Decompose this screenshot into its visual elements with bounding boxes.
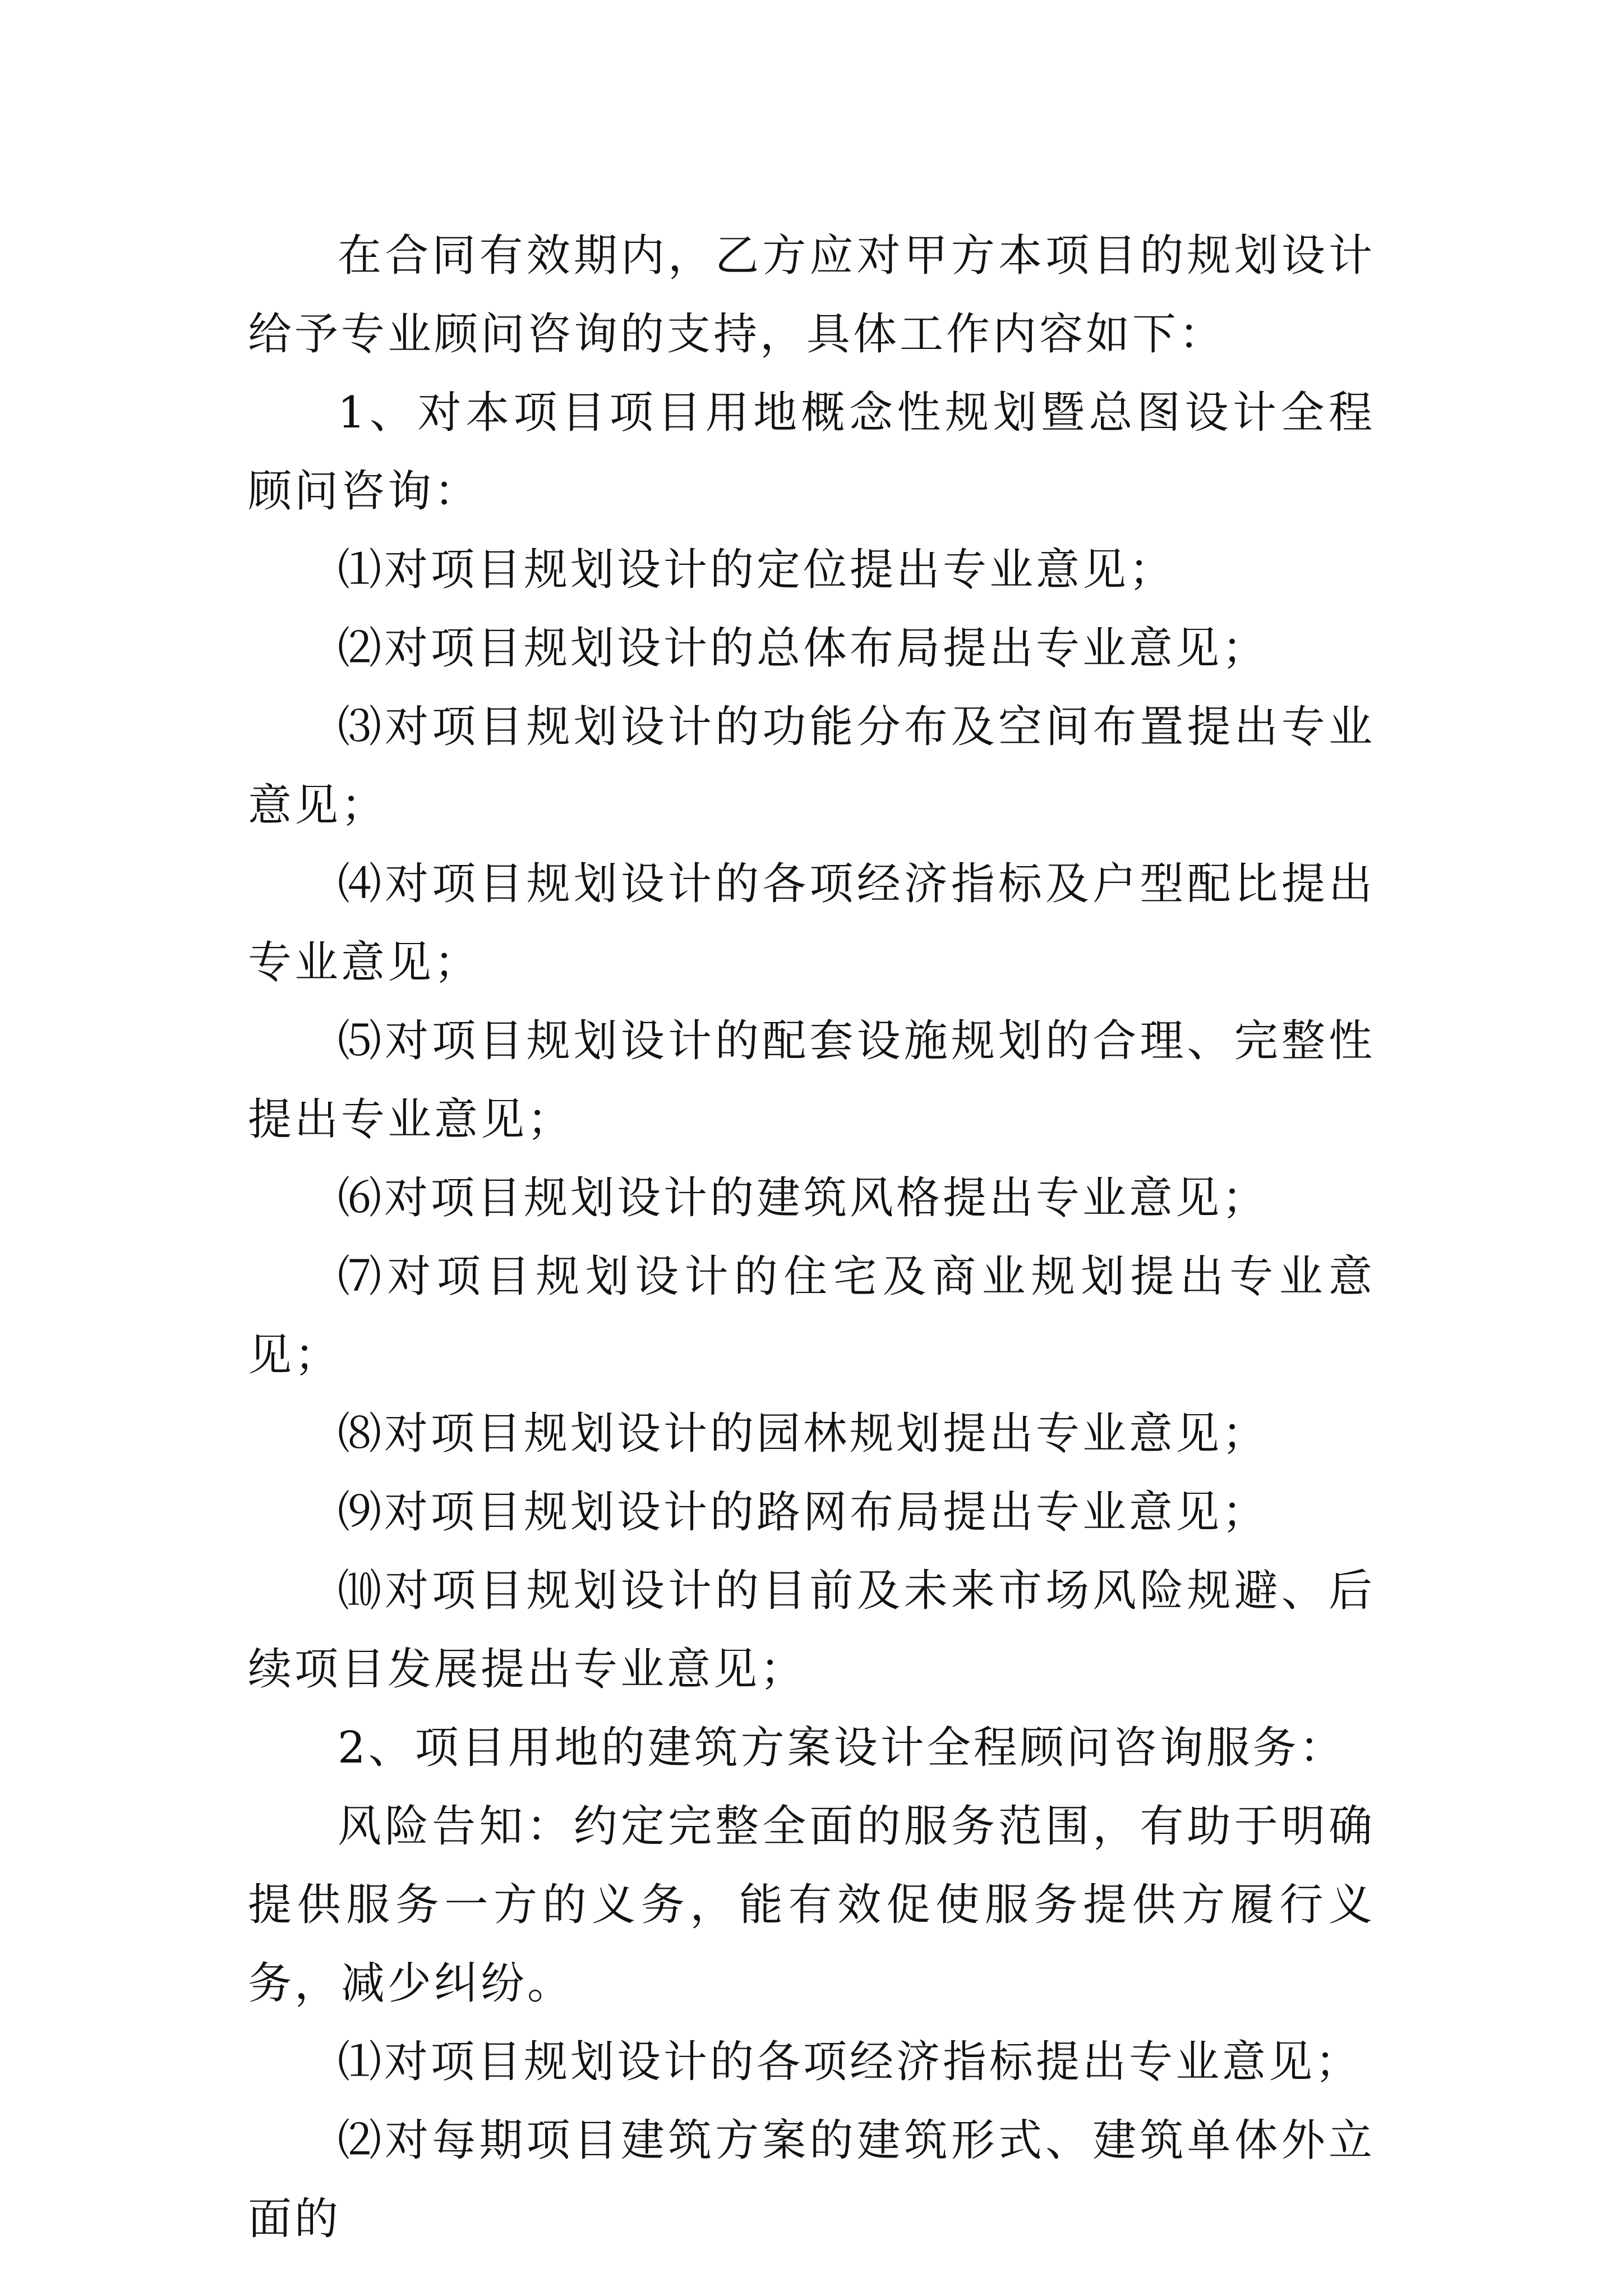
list-item: ⑽对项目规划设计的目前及未来市场风险规避、后续项目发展提出专业意见； xyxy=(248,1566,1375,1695)
list-item: ⑴对项目规划设计的定位提出专业意见； xyxy=(338,545,1176,595)
document-body xyxy=(248,217,1375,2258)
list-item: ⑹对项目规划设计的建筑风格提出专业意见； xyxy=(338,1173,1269,1223)
paragraph-intro: 在合同有效期内，乙方应对甲方本项目的规划设计给予专业顾问咨询的支持，具体工作内容如下： xyxy=(248,231,1375,360)
risk-notice: 风险告知：约定完整全面的服务范围，有助于明确提供服务一方的义务，能有效促使服务提供方履行义务，减少纠纷。 xyxy=(248,1801,1375,2009)
list-item: ⑵对每期项目建筑方案的建筑形式、建筑单体外立面的 xyxy=(248,2115,1375,2244)
section-1-heading: 1、对本项目项目用地概念性规划暨总图设计全程顾问咨询： xyxy=(248,388,1375,517)
section-2-heading: 2、项目用地的建筑方案设计全程顾问咨询服务： xyxy=(338,1723,1346,1773)
list-item: ⑺对项目规划设计的住宅及商业规划提出专业意见； xyxy=(248,1251,1375,1381)
list-item: ⑴对项目规划设计的各项经济指标提出专业意见； xyxy=(338,2037,1362,2087)
list-item: ⑷对项目规划设计的各项经济指标及户型配比提出专业意见； xyxy=(248,859,1375,988)
list-item: ⑶对项目规划设计的功能分布及空间布置提出专业意见； xyxy=(248,702,1375,831)
list-item: ⑼对项目规划设计的路网布局提出专业意见； xyxy=(338,1487,1269,1538)
list-item: ⑸对项目规划设计的配套设施规划的合理、完整性提出专业意见； xyxy=(248,1016,1375,1145)
list-item: ⑵对项目规划设计的总体布局提出专业意见； xyxy=(338,623,1269,674)
list-item: ⑻对项目规划设计的园林规划提出专业意见； xyxy=(338,1409,1269,1459)
